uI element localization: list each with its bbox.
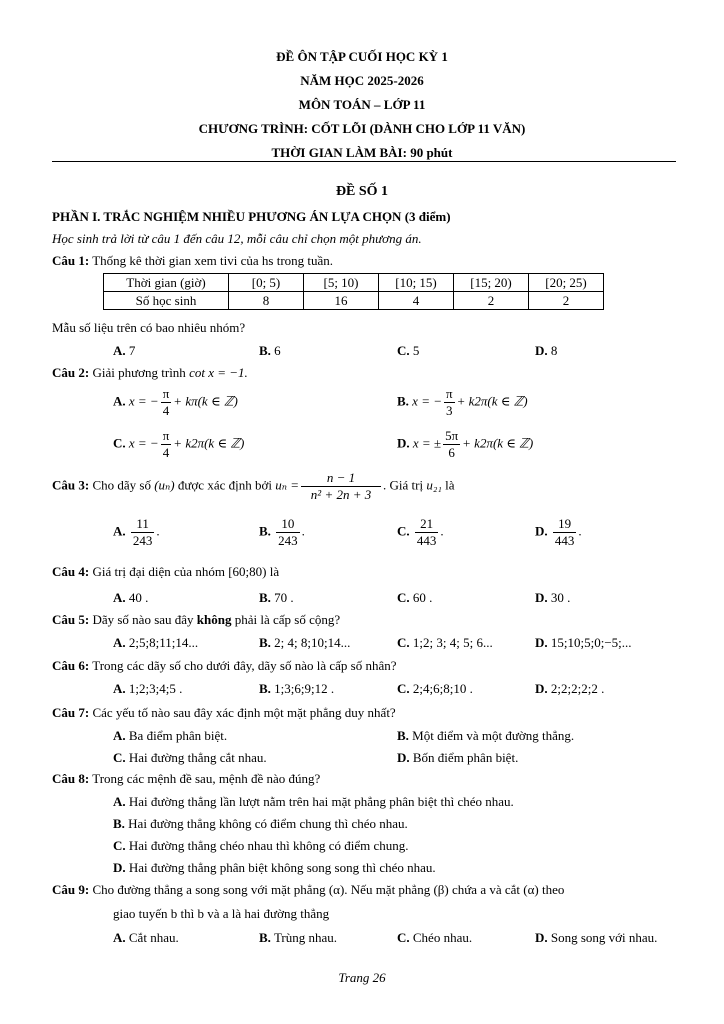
table-row xyxy=(104,292,604,310)
option-c[interactable]: C. x = − $\frac{\pi}{4}$ + k2π(k ∈ ℤ) xyxy=(113,428,245,460)
option-d[interactable]: D. 30 . xyxy=(535,590,571,605)
option-b[interactable]: B. 70 . xyxy=(259,590,294,605)
option-a[interactable]: A. Ba điểm phân biệt. xyxy=(113,728,228,743)
question-9-line-2: giao tuyến b thì b và a là hai đường thẳng xyxy=(113,906,330,921)
option-a[interactable]: A. $\frac{11}{243}$ . xyxy=(113,516,160,548)
option-a[interactable]: A. 40 . xyxy=(113,590,149,605)
option-a[interactable]: A. Cắt nhau. xyxy=(113,930,179,945)
option-c[interactable]: C. 1;2; 3; 4; 5; 6... xyxy=(397,635,493,650)
part1-instruction: Học sinh trả lời từ câu 1 đến câu 12, mỗi câu chỉ chọn một phương án. xyxy=(52,231,422,246)
option-b[interactable]: B. 1;3;6;9;12 . xyxy=(259,681,335,696)
option-b[interactable]: B. Hai đường thẳng không có điểm chung thì chéo nhau. xyxy=(113,816,408,831)
option-a[interactable]: A. 1;2;3;4;5 . xyxy=(113,681,183,696)
header-line-3: MÔN TOÁN – LỚP 11 xyxy=(298,97,426,112)
question-2: Câu 2: Giải phương trình cot x = −1. xyxy=(52,365,248,380)
question-1 xyxy=(52,253,333,269)
option-d[interactable]: D. 2;2;2;2;2 . xyxy=(535,681,605,696)
question-3: Câu 3: Cho dãy số (uₙ) được xác định bởi uₙ = $\frac{n - 1}{\text{n² + 2n + 3}}$ . Giá trị u₂₁ là xyxy=(52,470,455,502)
header-line-5: THỜI GIAN LÀM BÀI: 90 phút xyxy=(271,145,453,160)
header-line-2: NĂM HỌC 2025-2026 xyxy=(300,73,424,88)
frequency-table xyxy=(103,273,604,310)
question-text: Thống kê thời gian xem tivi của hs trong tuần. xyxy=(92,253,334,268)
option-b[interactable]: B. Một điểm và một đường thẳng. xyxy=(397,728,575,743)
option-b[interactable]: B. x = − $\frac{\pi}{3}$ + k2π(k ∈ ℤ) xyxy=(397,386,528,418)
table-cell: 16 xyxy=(304,292,379,310)
table-cell: [15; 20) xyxy=(454,274,529,292)
equation: cot x = −1. xyxy=(189,365,248,380)
option-b[interactable]: B. Trùng nhau. xyxy=(259,930,338,945)
option-c[interactable]: C. 2;4;6;8;10 . xyxy=(397,681,473,696)
table-cell: 2 xyxy=(529,292,604,310)
table-cell: [5; 10) xyxy=(304,274,379,292)
option-d[interactable]: D. 15;10;5;0;−5;... xyxy=(535,635,632,650)
question-1-prompt: Mẫu số liệu trên có bao nhiêu nhóm? xyxy=(52,320,246,335)
option-a[interactable]: A. x = − $\frac{\pi}{4}$ + kπ(k ∈ ℤ) xyxy=(113,386,238,418)
option-a[interactable]: A. Hai đường thẳng lần lượt nằm trên hai mặt phẳng phân biệt thì chéo nhau. xyxy=(113,794,514,809)
table-cell: Số học sinh xyxy=(104,292,229,310)
page-number: Trang 26 xyxy=(338,970,386,985)
table-cell: 4 xyxy=(379,292,454,310)
option-d[interactable]: D. Hai đường thẳng phân biệt không song song thì chéo nhau. xyxy=(113,860,436,875)
exam-title: ĐỀ SỐ 1 xyxy=(335,184,389,199)
question-9: Câu 9: Cho đường thẳng a song song với mặt phẳng (α). Nếu mặt phẳng (β) chứa a và cắt (α) theo xyxy=(52,882,565,897)
table-cell: [20; 25) xyxy=(529,274,604,292)
question-4: Câu 4: Giá trị đại diện của nhóm [60;80) là xyxy=(52,564,280,579)
header-divider xyxy=(52,161,676,162)
option-d[interactable]: D. x = ± $\frac{5\pi}{6}$ + k2π(k ∈ ℤ) xyxy=(397,428,534,460)
option-c[interactable]: C. Chéo nhau. xyxy=(397,930,473,945)
header-line-4: CHƯƠNG TRÌNH: CỐT LÕI (DÀNH CHO LỚP 11 VĂN) xyxy=(198,121,526,136)
question-7: Câu 7: Các yếu tố nào sau đây xác định một mặt phẳng duy nhất? xyxy=(52,705,396,720)
question-8: Câu 8: Trong các mệnh đề sau, mệnh đề nào đúng? xyxy=(52,771,321,786)
option-a[interactable]: A. 2;5;8;11;14... xyxy=(113,635,199,650)
question-6: Câu 6: Trong các dãy số cho dưới đây, dãy số nào là cấp số nhân? xyxy=(52,658,397,673)
table-cell: 8 xyxy=(229,292,304,310)
option-d[interactable]: D. 8 xyxy=(535,343,558,358)
option-c[interactable]: C. Hai đường thẳng cắt nhau. xyxy=(113,750,267,765)
option-b[interactable]: B. $\frac{10}{243}$ . xyxy=(259,516,305,548)
table-cell: 2 xyxy=(454,292,529,310)
question-5: Câu 5: Dãy số nào sau đây không phải là cấp số cộng? xyxy=(52,612,341,627)
option-c[interactable]: C. $\frac{21}{443}$ . xyxy=(397,516,444,548)
part1-title: PHẦN I. TRẮC NGHIỆM NHIỀU PHƯƠNG ÁN LỰA CHỌN (3 điểm) xyxy=(52,209,451,224)
table-cell: [10; 15) xyxy=(379,274,454,292)
option-d[interactable]: D. Bốn điểm phân biệt. xyxy=(397,750,519,765)
table-cell: Thời gian (giờ) xyxy=(104,274,229,292)
option-c[interactable]: C. 5 xyxy=(397,343,420,358)
header-line-1: ĐỀ ÔN TẬP CUỐI HỌC KỲ 1 xyxy=(276,49,448,64)
table-cell: [0; 5) xyxy=(229,274,304,292)
option-b[interactable]: B. 2; 4; 8;10;14... xyxy=(259,635,351,650)
option-a[interactable]: A. 7 xyxy=(113,343,136,358)
option-c[interactable]: C. Hai đường thẳng chéo nhau thì không có điểm chung. xyxy=(113,838,409,853)
table-row xyxy=(104,274,604,292)
option-b[interactable]: B. 6 xyxy=(259,343,281,358)
option-d[interactable]: D. Song song với nhau. xyxy=(535,930,658,945)
question-label: Câu 1: xyxy=(52,253,90,268)
option-d[interactable]: D. $\frac{19}{443}$ . xyxy=(535,516,582,548)
option-c[interactable]: C. 60 . xyxy=(397,590,433,605)
